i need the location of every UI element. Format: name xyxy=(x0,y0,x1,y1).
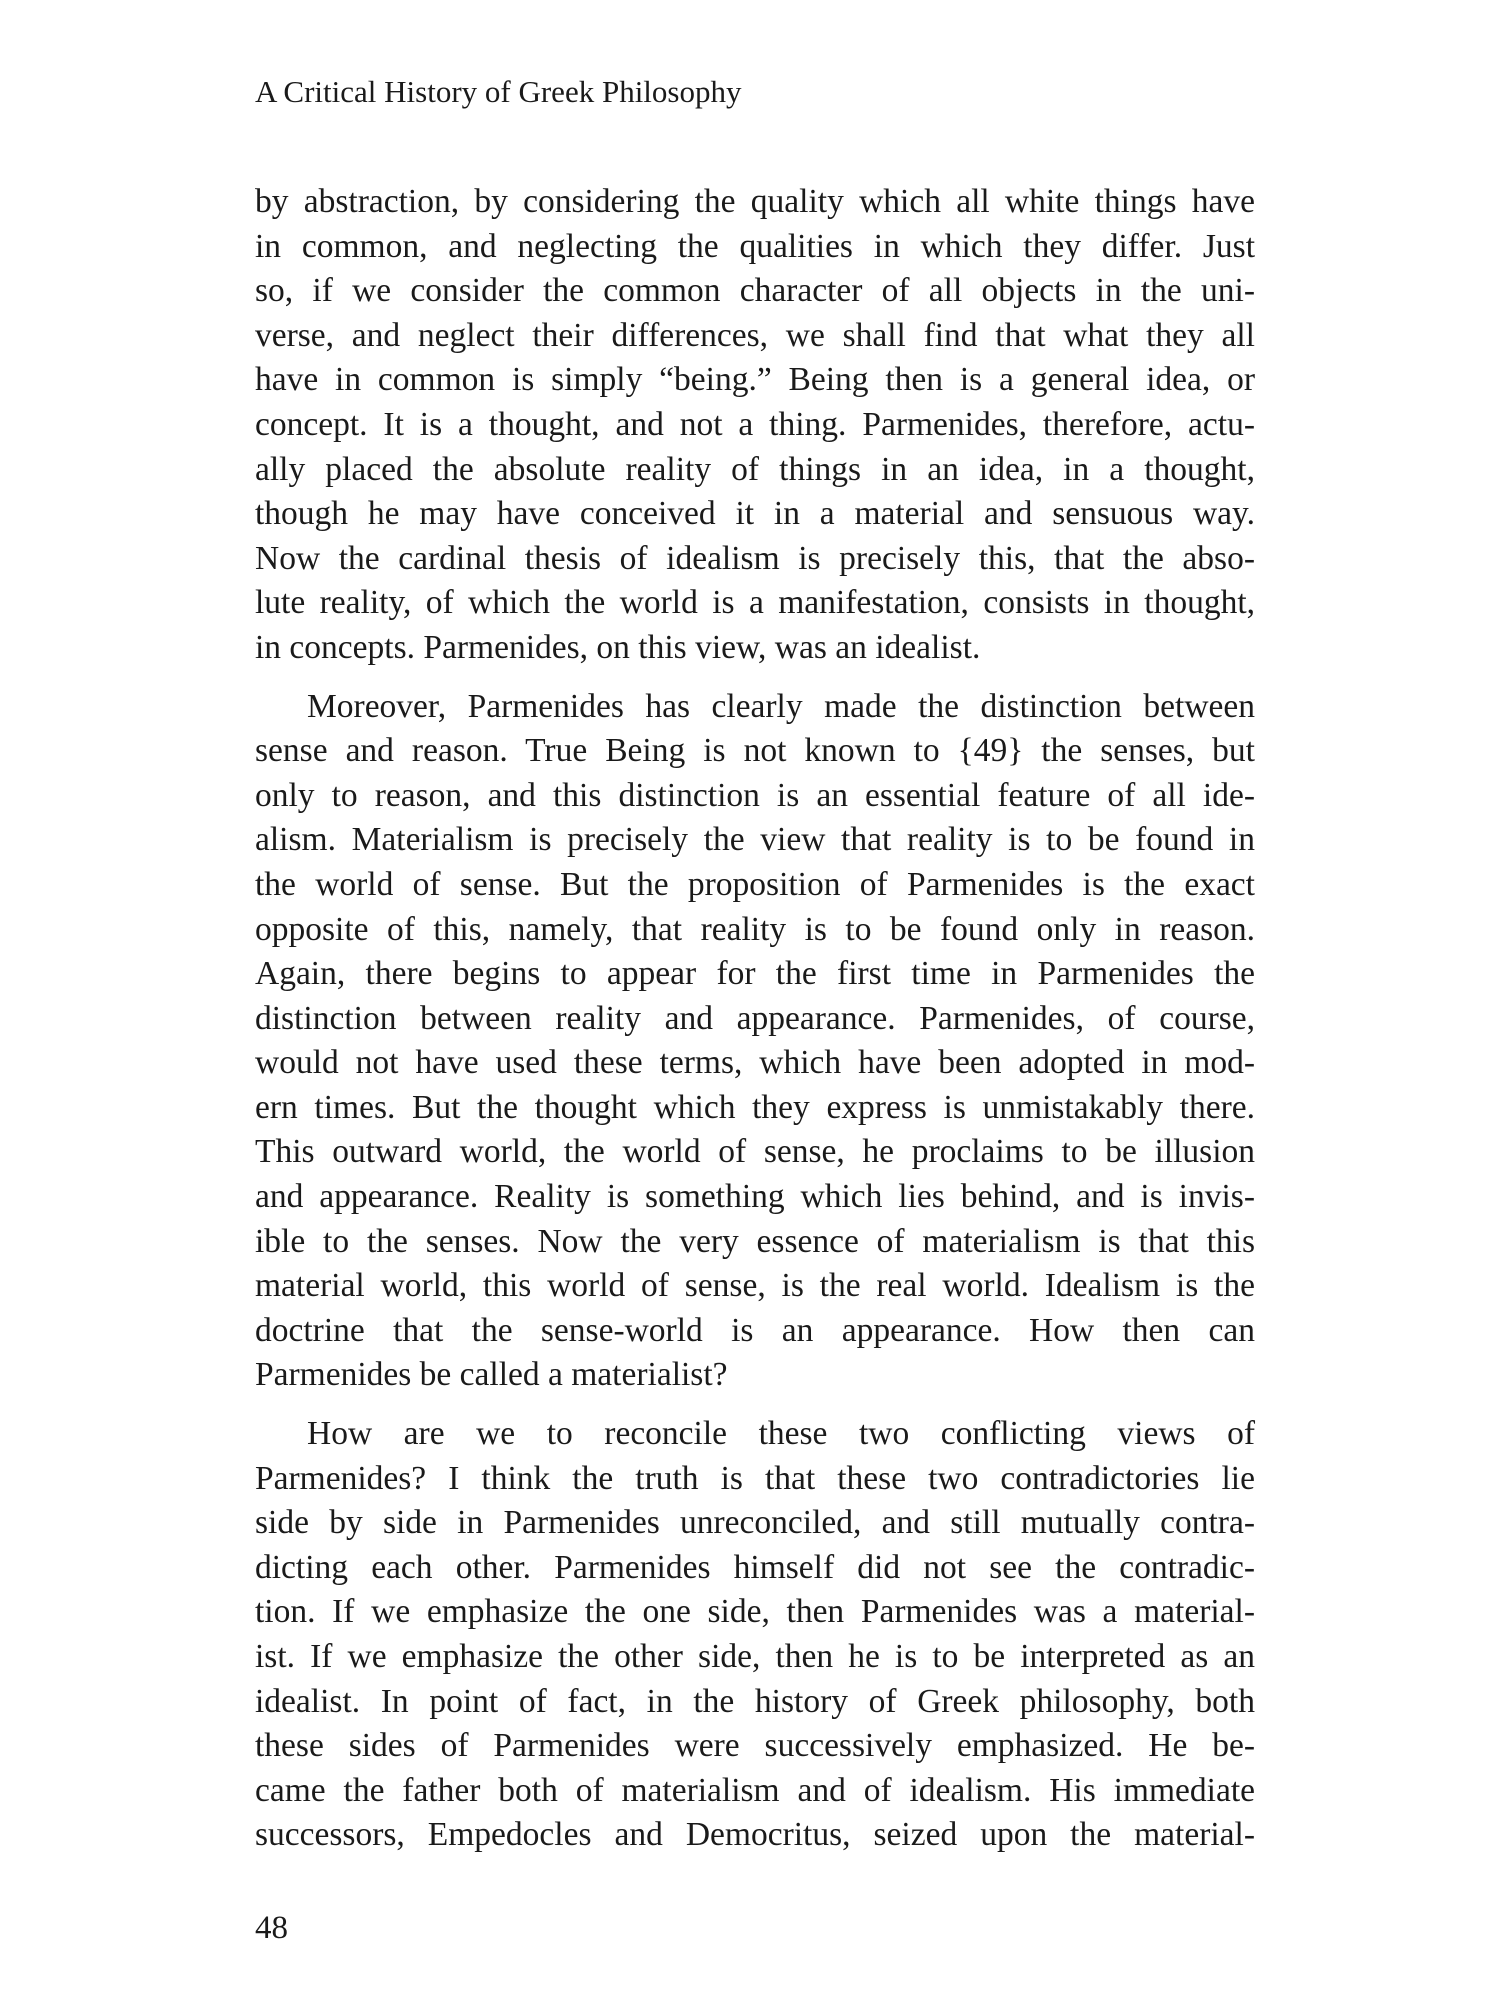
text-line: doctrine that the sense-world is an appearance. How then can xyxy=(255,1311,1255,1349)
text-line: verse, and neglect their differences, we shall find that what they all xyxy=(255,316,1255,354)
text-line: How are we to reconcile these two conflicting views of xyxy=(307,1415,1255,1453)
paragraph xyxy=(255,1412,1255,1858)
text-line: and appearance. Reality is something which lies behind, and is invis- xyxy=(255,1178,1255,1216)
text-line: though he may have conceived it in a material and sensuous way. xyxy=(255,495,1255,533)
text-line: by abstraction, by considering the quality which all white things have xyxy=(255,183,1255,220)
text-line: opposite of this, namely, that reality is to be found only in reason. xyxy=(255,910,1255,948)
text-line: ally placed the absolute reality of things in an idea, in a thought, xyxy=(255,450,1255,488)
text-line: dicting each other. Parmenides himself did not see the contradic- xyxy=(255,1548,1255,1586)
text-line: have in common is simply “being.” Being then is a general idea, or xyxy=(255,361,1255,399)
text-line: so, if we consider the common character of all objects in the uni- xyxy=(255,272,1255,310)
text-line: This outward world, the world of sense, he proclaims to be illusion xyxy=(255,1133,1255,1171)
text-line: ible to the senses. Now the very essence of materialism is that this xyxy=(255,1222,1255,1260)
running-head: A Critical History of Greek Philosophy xyxy=(255,74,742,109)
text-line: these sides of Parmenides were successively emphasized. He be- xyxy=(255,1727,1255,1765)
text-line: the world of sense. But the proposition of Parmenides is the exact xyxy=(255,865,1255,903)
text-line: in common, and neglecting the qualities in which they differ. Just xyxy=(255,227,1255,265)
text-line: lute reality, of which the world is a manifestation, consists in thought, xyxy=(255,584,1255,622)
text-line: came the father both of materialism and of idealism. His immediate xyxy=(255,1771,1255,1809)
text-line: ern times. But the thought which they express is unmistakably there. xyxy=(255,1088,1255,1126)
text-line: Parmenides? I think the truth is that these two contradictories lie xyxy=(255,1459,1255,1497)
text-line: in concepts. Parmenides, on this view, was an idealist. xyxy=(255,628,981,666)
body-text xyxy=(255,180,1255,1872)
page-number: 48 xyxy=(255,1910,288,1946)
text-line: Again, there begins to appear for the first time in Parmenides the xyxy=(255,955,1255,993)
text-line: distinction between reality and appearance. Parmenides, of course, xyxy=(255,999,1255,1037)
text-line: ist. If we emphasize the other side, then he is to be interpreted as an xyxy=(255,1638,1255,1675)
text-line: Parmenides be called a materialist? xyxy=(255,1356,728,1394)
paragraph xyxy=(255,180,1255,671)
text-line: would not have used these terms, which have been adopted in mod- xyxy=(255,1044,1255,1082)
text-line: Moreover, Parmenides has clearly made the distinction between xyxy=(307,687,1255,725)
text-line: successors, Empedocles and Democritus, seized upon the material- xyxy=(255,1816,1255,1854)
text-line: side by side in Parmenides unreconciled, and still mutually contra- xyxy=(255,1504,1255,1542)
text-line: concept. It is a thought, and not a thing. Parmenides, therefore, actu- xyxy=(255,405,1255,443)
text-line: Now the cardinal thesis of idealism is precisely this, that the abso- xyxy=(255,539,1255,577)
text-line: material world, this world of sense, is the real world. Idealism is the xyxy=(255,1267,1255,1305)
paragraph xyxy=(255,685,1255,1399)
text-line: tion. If we emphasize the one side, then Parmenides was a material- xyxy=(255,1593,1255,1631)
text-line: alism. Materialism is precisely the view that reality is to be found in xyxy=(255,821,1255,859)
text-line: idealist. In point of fact, in the history of Greek philosophy, both xyxy=(255,1682,1255,1720)
text-line: sense and reason. True Being is not known to {49} the senses, but xyxy=(255,732,1255,770)
text-line: only to reason, and this distinction is an essential feature of all ide- xyxy=(255,776,1255,814)
